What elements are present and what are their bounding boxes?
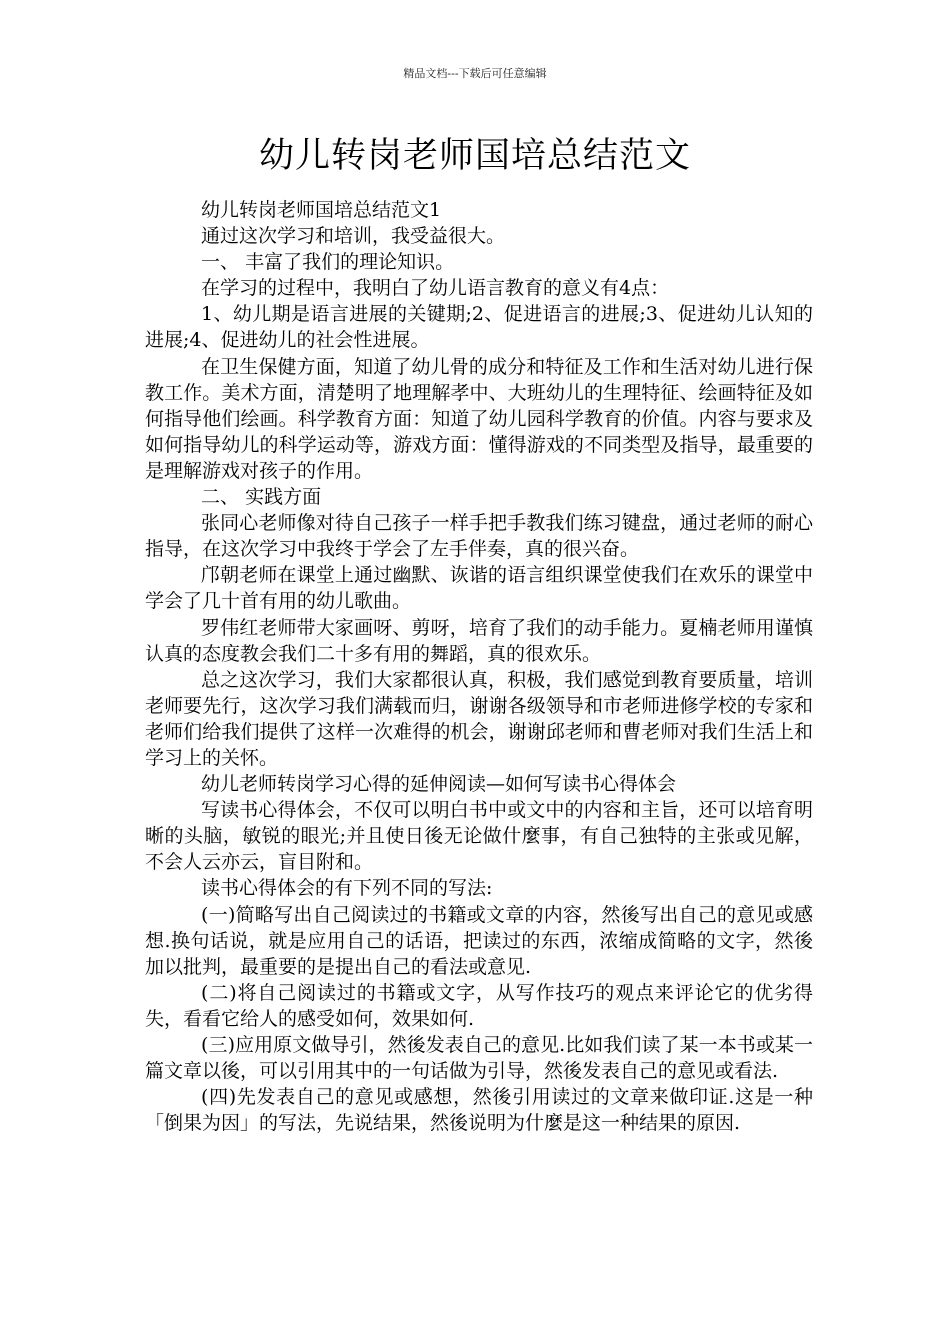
paragraph: 1、幼儿期是语言进展的关键期;2、促进语言的进展;3、促进幼儿认知的进展;4、促进幼儿的社会性进展。: [145, 303, 813, 352]
paragraph: 在卫生保健方面，知道了幼儿骨的成分和特征及工作和生活对幼儿进行保教工作。美术方面，清楚明了地理解孝中、大班幼儿的生理特征、绘画特征及如何指导他们绘画。科学教育方面：知道了幼儿园科学教育的价值。内容与要求及如何指导幼儿的科学运动等，游戏方面：懂得游戏的不同类型及指导，最重要的是理解游戏对孩子的作用。: [145, 355, 813, 482]
paragraph: 幼儿转岗老师国培总结范文1: [201, 199, 442, 221]
section-heading: 二、 实践方面: [201, 486, 322, 509]
document-body: [145, 197, 813, 1136]
paragraph: 读书心得体会的有下列不同的写法:: [201, 877, 493, 900]
paragraph: 在学习的过程中，我明白了幼儿语言教育的意义有4点：: [201, 277, 670, 300]
paragraph: 幼儿老师转岗学习心得的延伸阅读—如何写读书心得体会: [201, 773, 677, 796]
section-heading: 一、 丰富了我们的理论知识。: [201, 251, 455, 274]
paragraph: 罗伟红老师带大家画呀、剪呀，培育了我们的动手能力。夏楠老师用谨慎认真的态度教会我们二十多有用的舞蹈，真的很欢乐。: [145, 616, 813, 665]
paragraph: 写读书心得体会，不仅可以明白书中或文中的内容和主旨，还可以培育明晰的头脑，敏锐的眼光;并且使日後无论做什麼事，有自己独特的主张或见解，不会人云亦云，盲目附和。: [145, 799, 813, 874]
paragraph: 邝朝老师在课堂上通过幽默、诙谐的语言组织课堂使我们在欢乐的课堂中学会了几十首有用的幼儿歌曲。: [145, 564, 813, 613]
page-header: 精品文档---下载后可任意编辑: [403, 67, 547, 80]
paragraph: 通过这次学习和培训，我受益很大。: [201, 225, 506, 248]
paragraph: (二)将自己阅读过的书籍或文字，从写作技巧的观点来评论它的优劣得失，看看它给人的感受如何，效果如何.: [145, 981, 813, 1030]
paragraph: 总之这次学习，我们大家都很认真，积极，我们感觉到教育要质量，培训老师要先行，这次学习我们满载而归，谢谢各级领导和市老师进修学校的专家和老师们给我们提供了这样一次难得的机会，谢谢邱老师和曹老师对我们生活上和学习上的关怀。: [145, 668, 813, 769]
document-title: 幼儿转岗老师国培总结范文: [258, 136, 691, 176]
paragraph: 张同心老师像对待自己孩子一样手把手教我们练习键盘，通过老师的耐心指导，在这次学习中我终于学会了左手伴奏，真的很兴奋。: [145, 512, 813, 561]
paragraph: (一)简略写出自己阅读过的书籍或文章的内容，然後写出自己的意见或感想.换句话说，就是应用自己的话语，把读过的东西，浓缩成简略的文字，然後加以批判，最重要的是提出自己的看法或意见.: [145, 903, 813, 978]
paragraph: (四)先发表自己的意见或感想，然後引用读过的文章来做印证.这是一种「倒果为因」的写法，先说结果，然後说明为什麼是这一种结果的原因.: [145, 1086, 813, 1135]
paragraph: (三)应用原文做导引，然後发表自己的意见.比如我们读了某一本书或某一篇文章以後，可以引用其中的一句话做为引导，然後发表自己的意见或看法.: [145, 1034, 813, 1083]
